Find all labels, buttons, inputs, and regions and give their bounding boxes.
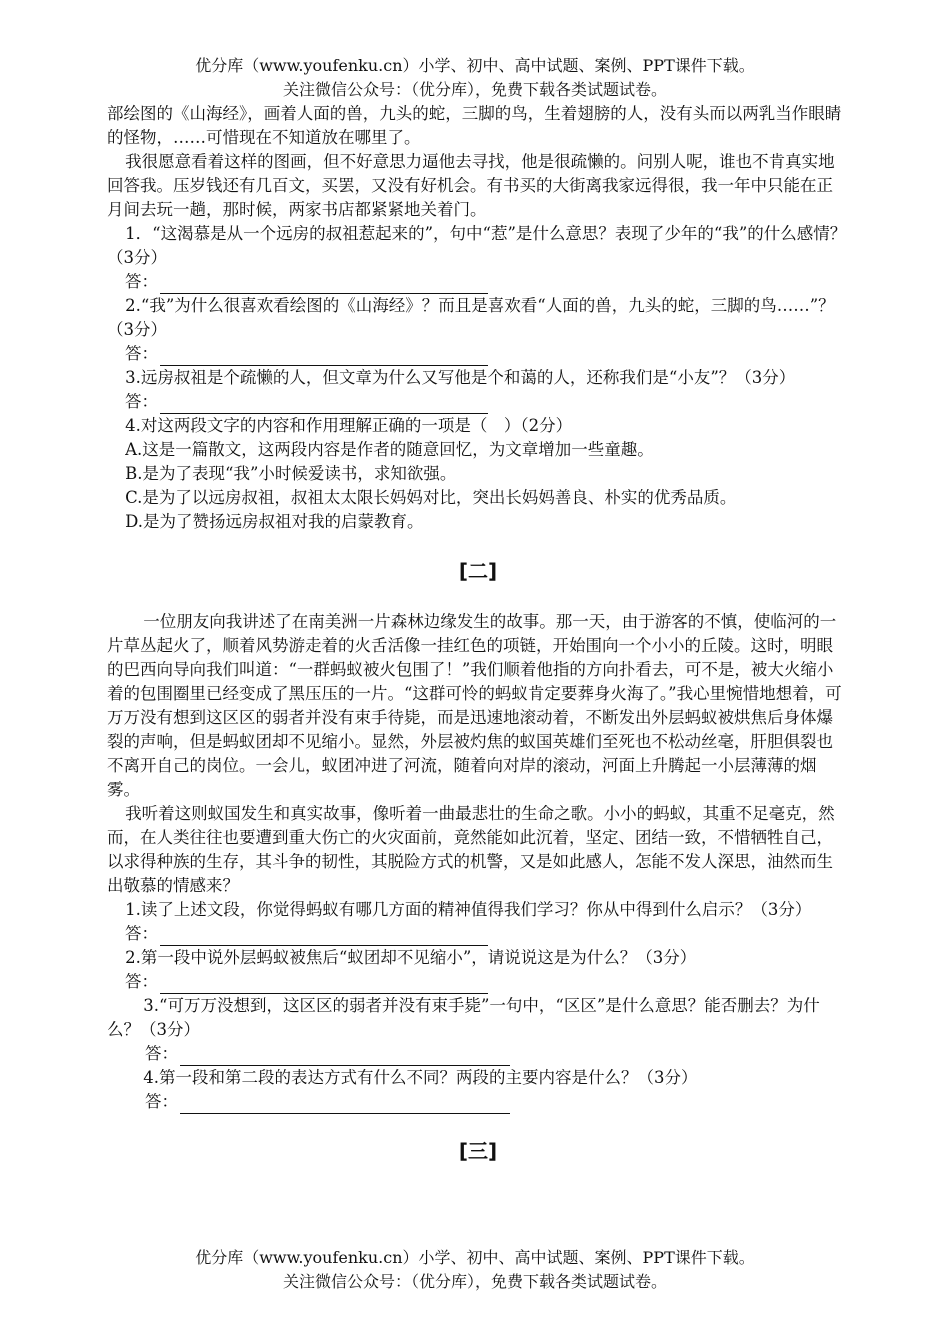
- answer-label: 答：: [145, 1092, 178, 1111]
- answer-label: 答：: [125, 392, 158, 411]
- answer-blank: [180, 1047, 510, 1066]
- answer-line: [107, 342, 849, 366]
- passage2-paragraph-2: 我听着这则蚁国发生和真实故事，像听着一曲最悲壮的生命之歌。小小的蚂蚁，其重不足毫克，然而，在人类往往也要遭到重大伤亡的火灾面前，竟然能如此沉着，坚定、团结一致，不惜牺牲自己，以求得种族的生存，其斗争的韧性，其脱险方式的机警，又是如此感人，怎能不发人深思，油然而生出敬慕的情感来？: [107, 804, 835, 895]
- passage1-question-4: 4.对这两段文字的内容和作用理解正确的一项是（ ）（2分）: [125, 416, 573, 435]
- passage1-question-1: 1．“这渴慕是从一个远房的叔祖惹起来的”，句中“惹”是什么意思？表现了少年的“我”的什么感情？（3分）: [107, 224, 847, 267]
- passage1-question-3: 3.远房叔祖是个疏懒的人，但文章为什么又写他是个和蔼的人，还称我们是“小友”？（3分）: [125, 368, 796, 387]
- passage2-question-1: 1.读了上述文段，你觉得蚂蚁有哪几方面的精神值得我们学习？你从中得到什么启示？（3分）: [125, 900, 812, 919]
- answer-blank: [160, 347, 488, 366]
- passage2-question-4: 4.第一段和第二段的表达方式有什么不同？两段的主要内容是什么？（3分）: [143, 1068, 698, 1087]
- passage1-question-2: 2.“我”为什么很喜欢看绘图的《山海经》？而且是喜欢看“人面的兽，九头的蛇，三脚的鸟……”？（3分）: [107, 296, 835, 339]
- option-b: B.是为了表现“我”小时候爱读书，求知欲强。: [125, 464, 457, 483]
- answer-label: 答：: [125, 344, 158, 363]
- answer-label: 答：: [125, 972, 158, 991]
- answer-line: [107, 970, 849, 994]
- option-a: A.这是一篇散文，这两段内容是作者的随意回忆，为文章增加一些童趣。: [125, 440, 654, 459]
- header-line-1: 优分库（www.youfenku.cn）小学、初中、高中试题、案例、PPT课件下载。: [195, 56, 755, 75]
- section-3-title: [三]: [458, 1139, 498, 1163]
- option-d: D.是为了赞扬远房叔祖对我的启蒙教育。: [125, 512, 424, 531]
- page-footer: [0, 1246, 950, 1294]
- footer-line-2: 关注微信公众号：（优分库），免费下载各类试题试卷。: [282, 1272, 667, 1291]
- passage2-question-2: 2.第一段中说外层蚂蚁被焦后“蚁团却不见缩小”，请说说这是为什么？（3分）: [125, 948, 697, 967]
- answer-blank: [160, 395, 488, 414]
- answer-line: [107, 1042, 849, 1066]
- answer-label: 答：: [125, 924, 158, 943]
- passage1-paragraph-2: 我很愿意看着这样的图画，但不好意思力逼他去寻找，他是很疏懒的。问别人呢，谁也不肯真实地回答我。压岁钱还有几百文，买罢，又没有好机会。有书买的大街离我家远得很，我一年中只能在正月间去玩一趟，那时候，两家书店都紧紧地关着门。: [107, 152, 835, 219]
- answer-blank: [160, 927, 488, 946]
- answer-blank: [160, 275, 488, 294]
- footer-line-1: 优分库（www.youfenku.cn）小学、初中、高中试题、案例、PPT课件下载。: [195, 1248, 755, 1267]
- answer-line: [107, 1090, 849, 1114]
- answer-line: [107, 922, 849, 946]
- answer-blank: [160, 975, 488, 994]
- header-line-2: 关注微信公众号：（优分库），免费下载各类试题试卷。: [282, 80, 667, 99]
- answer-label: 答：: [145, 1044, 178, 1063]
- passage2-question-3: 3.“可万万没想到，这区区的弱者并没有束手毙”一句中，“区区”是什么意思？能否删去？为什么？（3分）: [107, 996, 820, 1039]
- passage1-paragraph-1: 部绘图的《山海经》，画着人面的兽，九头的蛇，三脚的鸟，生着翅膀的人，没有头而以两乳当作眼睛的怪物，……可惜现在不知道放在哪里了。: [107, 104, 842, 147]
- passage2-paragraph-1: 一位朋友向我讲述了在南美洲一片森林边缘发生的故事。那一天，由于游客的不慎，使临河的一片草丛起火了，顺着风势游走着的火舌活像一挂红色的项链，开始围向一个小小的丘陵。这时，明眼的巴西向导向我们叫道：“一群蚂蚁被火包围了！”我们顺着他指的方向扑看去，可不是，被大火缩小着的包围圈里已经变成了黑压压的一片。“这群可怜的蚂蚁肯定要葬身火海了。”我心里惋惜地想着，可万万没有想到这区区的弱者并没有束手待毙，而是迅速地滚动着，不断发出外层蚂蚁被烘焦后身体爆裂的声响，但是蚂蚁团却不见缩小。显然，外层被灼焦的蚁国英雄们至死也不松动丝毫，肝胆俱裂也不离开自己的岗位。一会儿，蚁团冲进了河流，随着向对岸的滚动，河面上升腾起一小层薄薄的烟雾。: [107, 612, 842, 799]
- answer-blank: [180, 1095, 510, 1114]
- answer-line: [107, 390, 849, 414]
- option-c: C.是为了以远房叔祖，叔祖太太限长妈妈对比，突出长妈妈善良、朴实的优秀品质。: [125, 488, 737, 507]
- answer-label: 答：: [125, 272, 158, 291]
- answer-line: [107, 270, 849, 294]
- page-header: [0, 54, 950, 102]
- section-2-title: [二]: [458, 559, 498, 583]
- document-body: [107, 102, 849, 1166]
